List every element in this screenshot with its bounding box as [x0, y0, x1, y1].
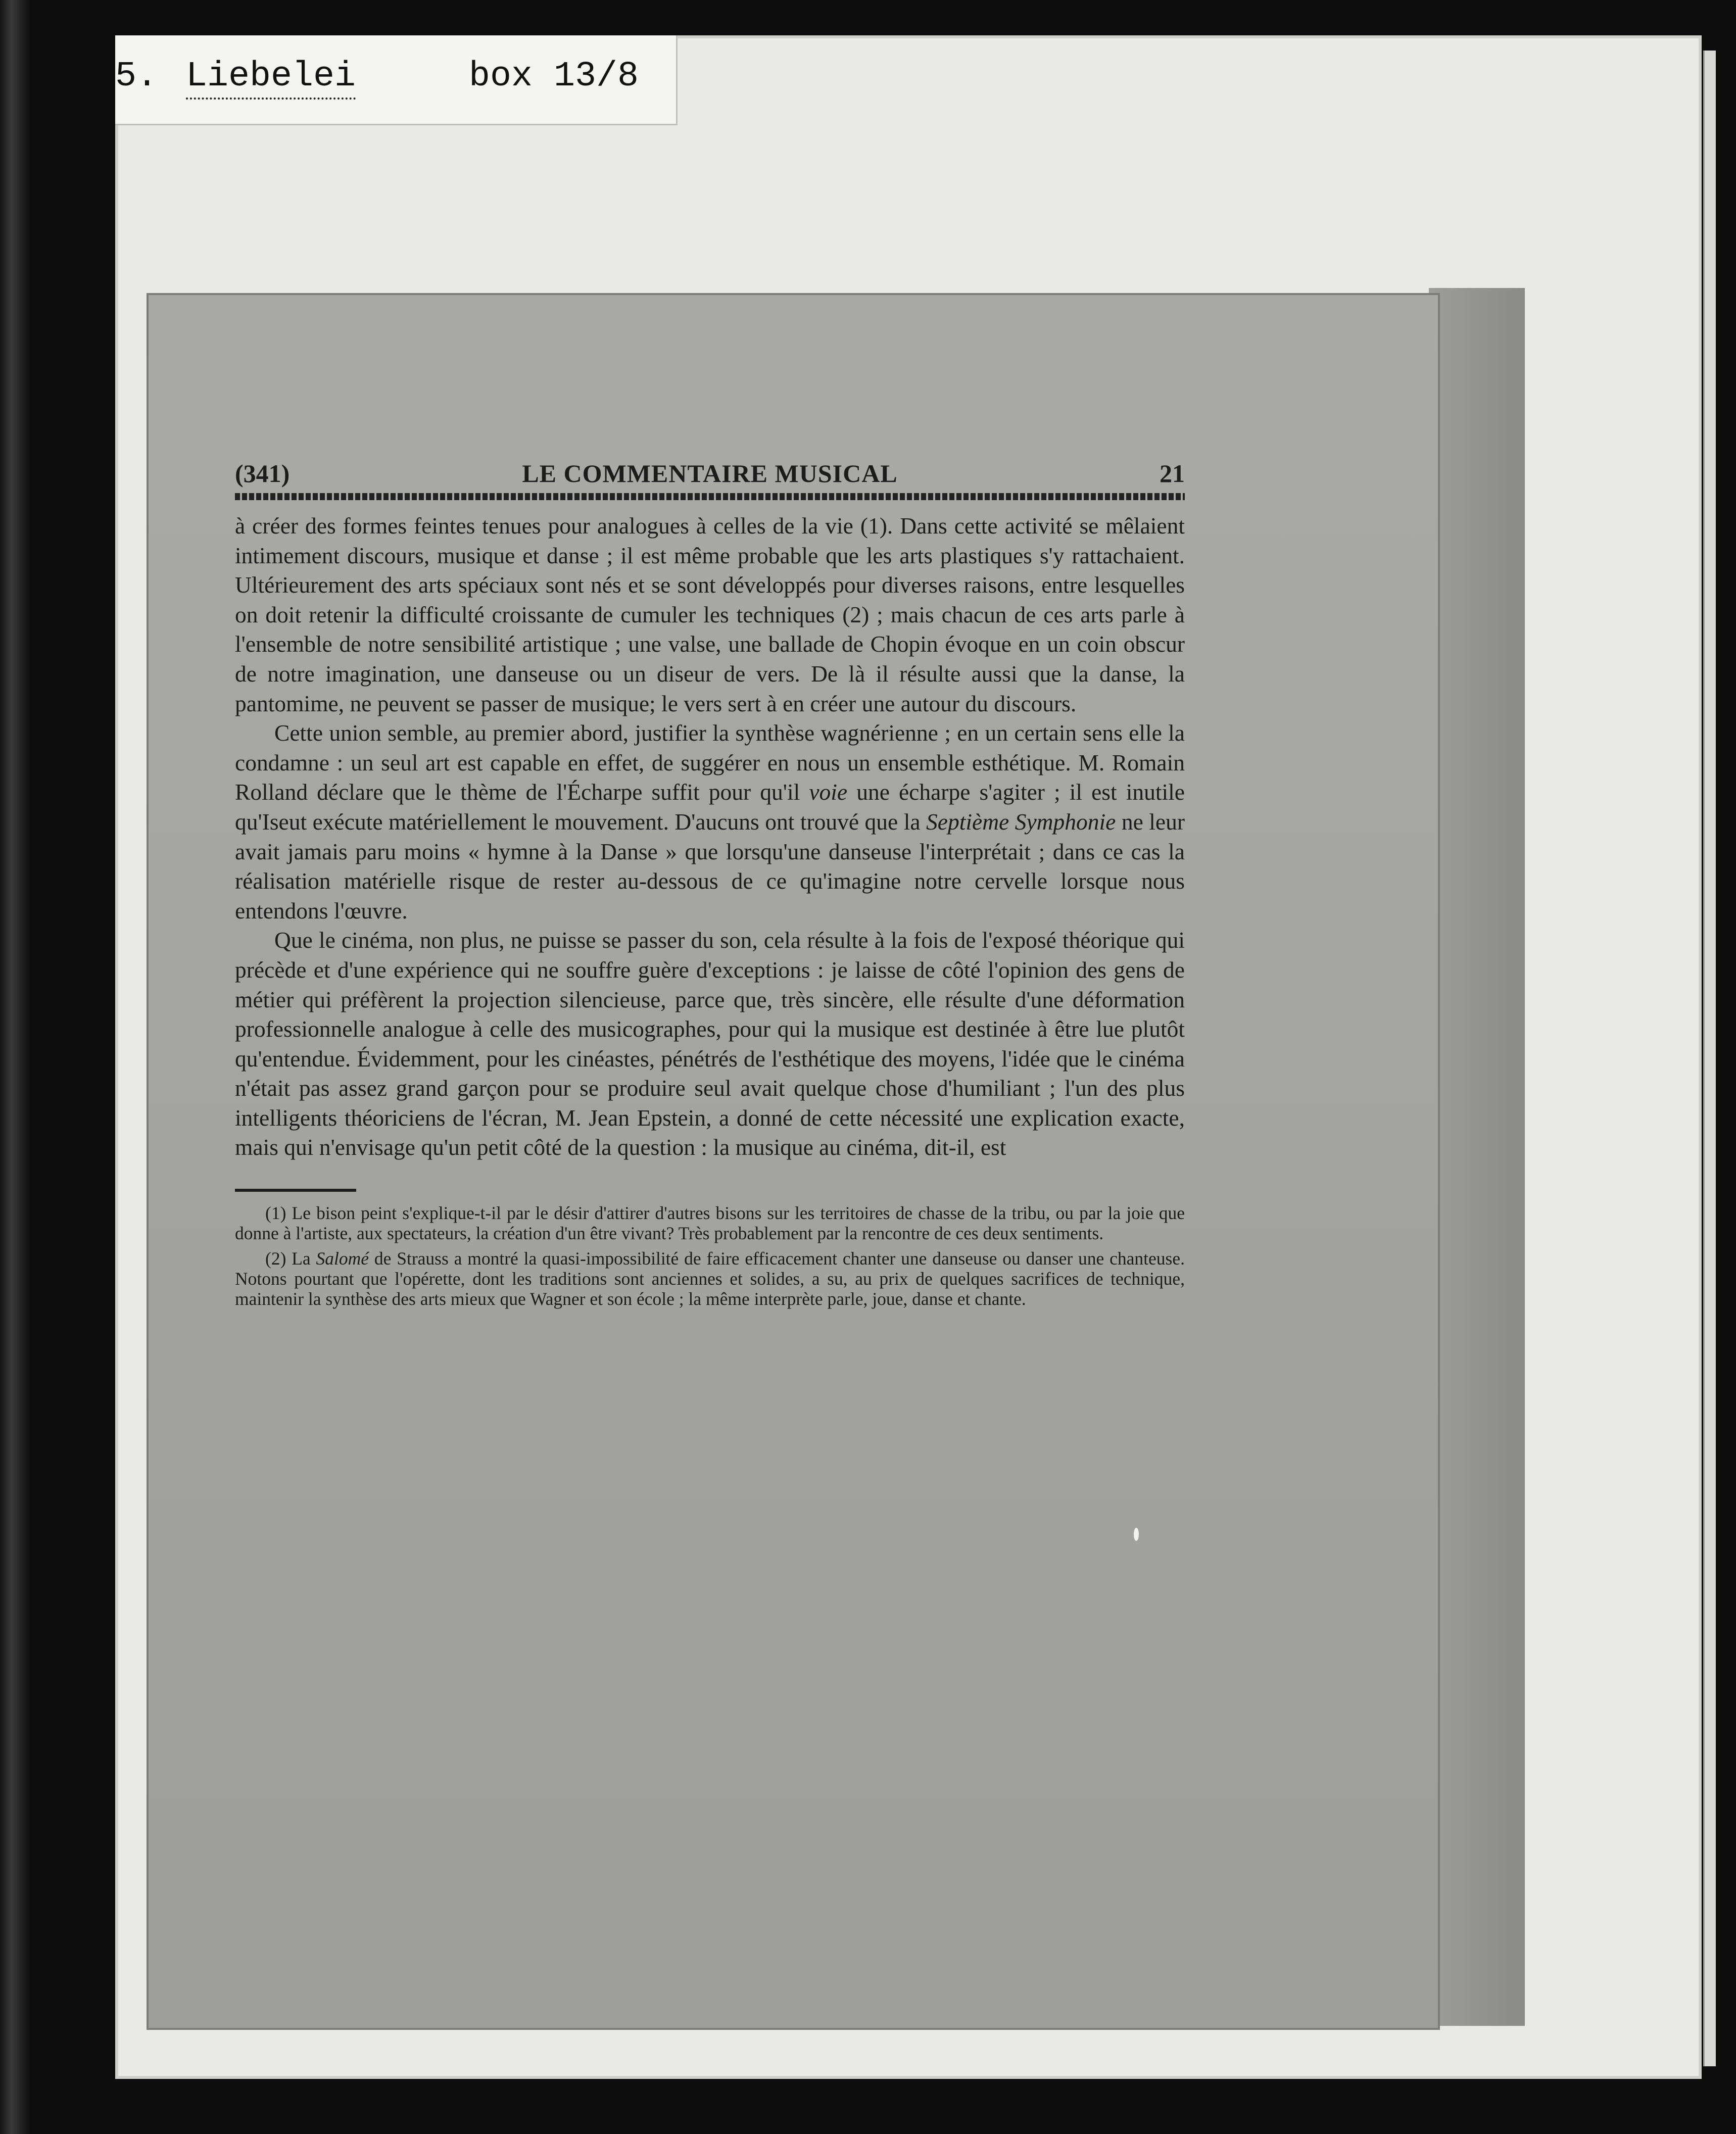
- label-title: Liebelei: [186, 57, 356, 100]
- label-number: 5.: [115, 57, 158, 96]
- clipping-page: [235, 455, 1185, 1314]
- footnote-1: (1) Le bison peint s'explique-t-il par le désir d'attirer d'autres bisons sur les territoires de chasse de la tribu, ou par la joie que donne à l'artiste, aux spectateurs, la création d'un être vivant? Très probablement par la rencontre de ces deux sentiments.: [235, 1203, 1185, 1244]
- paragraph: Que le cinéma, non plus, ne puisse se passer du son, cela résulte à la fois de l'exposé théorique qui précède et d'une expérience qui ne souffre guère d'exceptions : je laisse de côté l'opinion des gens de métier qui préfèrent la projection silencieuse, parce que, très sincère, elle résulte d'une déformation professionnelle analogue à celle des musicographes, pour qui la musique est destinée à être lue plutôt qu'entendue. Évidemment, pour les cinéastes, pénétrés de l'esthétique des moyens, l'idée que le cinéma n'était pas assez grand garçon pour se produire seul avait quelque chose d'humiliant ; l'un des plus intelligents théoriciens de l'écran, M. Jean Epstein, a donné de cette nécessité une explication exacte, mais qui n'envisage qu'un petit côté de la question : la musique au cinéma, dit-il, est: [235, 927, 1185, 1160]
- work-title: Salomé: [316, 1248, 369, 1269]
- dust-speck: [1134, 1528, 1139, 1541]
- paragraph: à créer des formes feintes tenues pour analogues à celles de la vie (1). Dans cette activité se mêlaient intimement discours, musique et danse ; il est même probable que les arts plastiques s'y rattachaient. Ultérieurement des arts spéciaux sont nés et se sont développés pour diverses raisons, entre lesquelles on doit retenir la difficulté croissante de cumuler les techniques (2) ; mais chacun de ces arts parle à l'ensemble de notre sensibilité artistique ; une valse, une ballade de Chopin évoque en un coin obscur de notre imagination, une danseuse ou un diseur de vers. De là il résulte aussi que la danse, la pantomime, ne peuvent se passer de musique; le vers sert à en créer une autour du discours.: [235, 513, 1185, 716]
- text-run: Cette union semble, au premier abord, justifier la synthèse wagnérienne ; en un certain sens elle la condamne : un seul art est capable en effet, de suggérer en nous un ensemble esthétique. M. Romain Rolland déclare que le thème de l'Écharpe suffit pour qu'il: [235, 720, 1185, 805]
- background-strip: [1429, 288, 1525, 2026]
- text-run: une écharpe s'agiter ; il est inutile qu'Iseut exécute matériellement le mouvement. D'aucuns ont trouvé que la: [235, 779, 1185, 835]
- header-rule: [235, 493, 1185, 500]
- header-page-number-left: (341): [235, 459, 290, 488]
- text-run: ne leur avait jamais paru moins « hymne à la Danse » que lorsqu'une danseuse l'interprétait ; dans ce cas la réalisation matérielle risque de rester au-dessous de ce qu'imagine notre cervelle lorsque nous entendons l'œuvre.: [235, 808, 1185, 924]
- sheet-edge: [1703, 51, 1716, 2066]
- archive-label: [115, 35, 678, 125]
- footnotes: [235, 1203, 1185, 1309]
- label-box-reference: box 13/8: [469, 57, 639, 96]
- publication-title: LE COMMENTAIRE MUSICAL: [522, 459, 898, 488]
- header-page-number-right: 21: [1160, 459, 1185, 488]
- work-title: Septième Symphonie: [926, 808, 1116, 835]
- footnote-rule: [235, 1189, 356, 1192]
- footnote-2: [235, 1248, 1185, 1309]
- text-run: (2) La: [265, 1248, 316, 1269]
- italic-word: voie: [809, 779, 848, 805]
- running-head: [235, 455, 1185, 493]
- article-body: [235, 511, 1185, 1162]
- paragraph: [235, 718, 1185, 926]
- left-film-edge: [0, 0, 29, 2134]
- text-run: de Strauss a montré la quasi-impossibilité de faire efficacement chanter une danseuse ou danser une chanteuse. Notons pourtant que l'opérette, dont les traditions sont anciennes et solides, a su, au prix de quelques sacrifices de technique, maintenir la synthèse des arts mieux que Wagner et son école ; la même interprète parle, joue, danse et chante.: [235, 1248, 1185, 1310]
